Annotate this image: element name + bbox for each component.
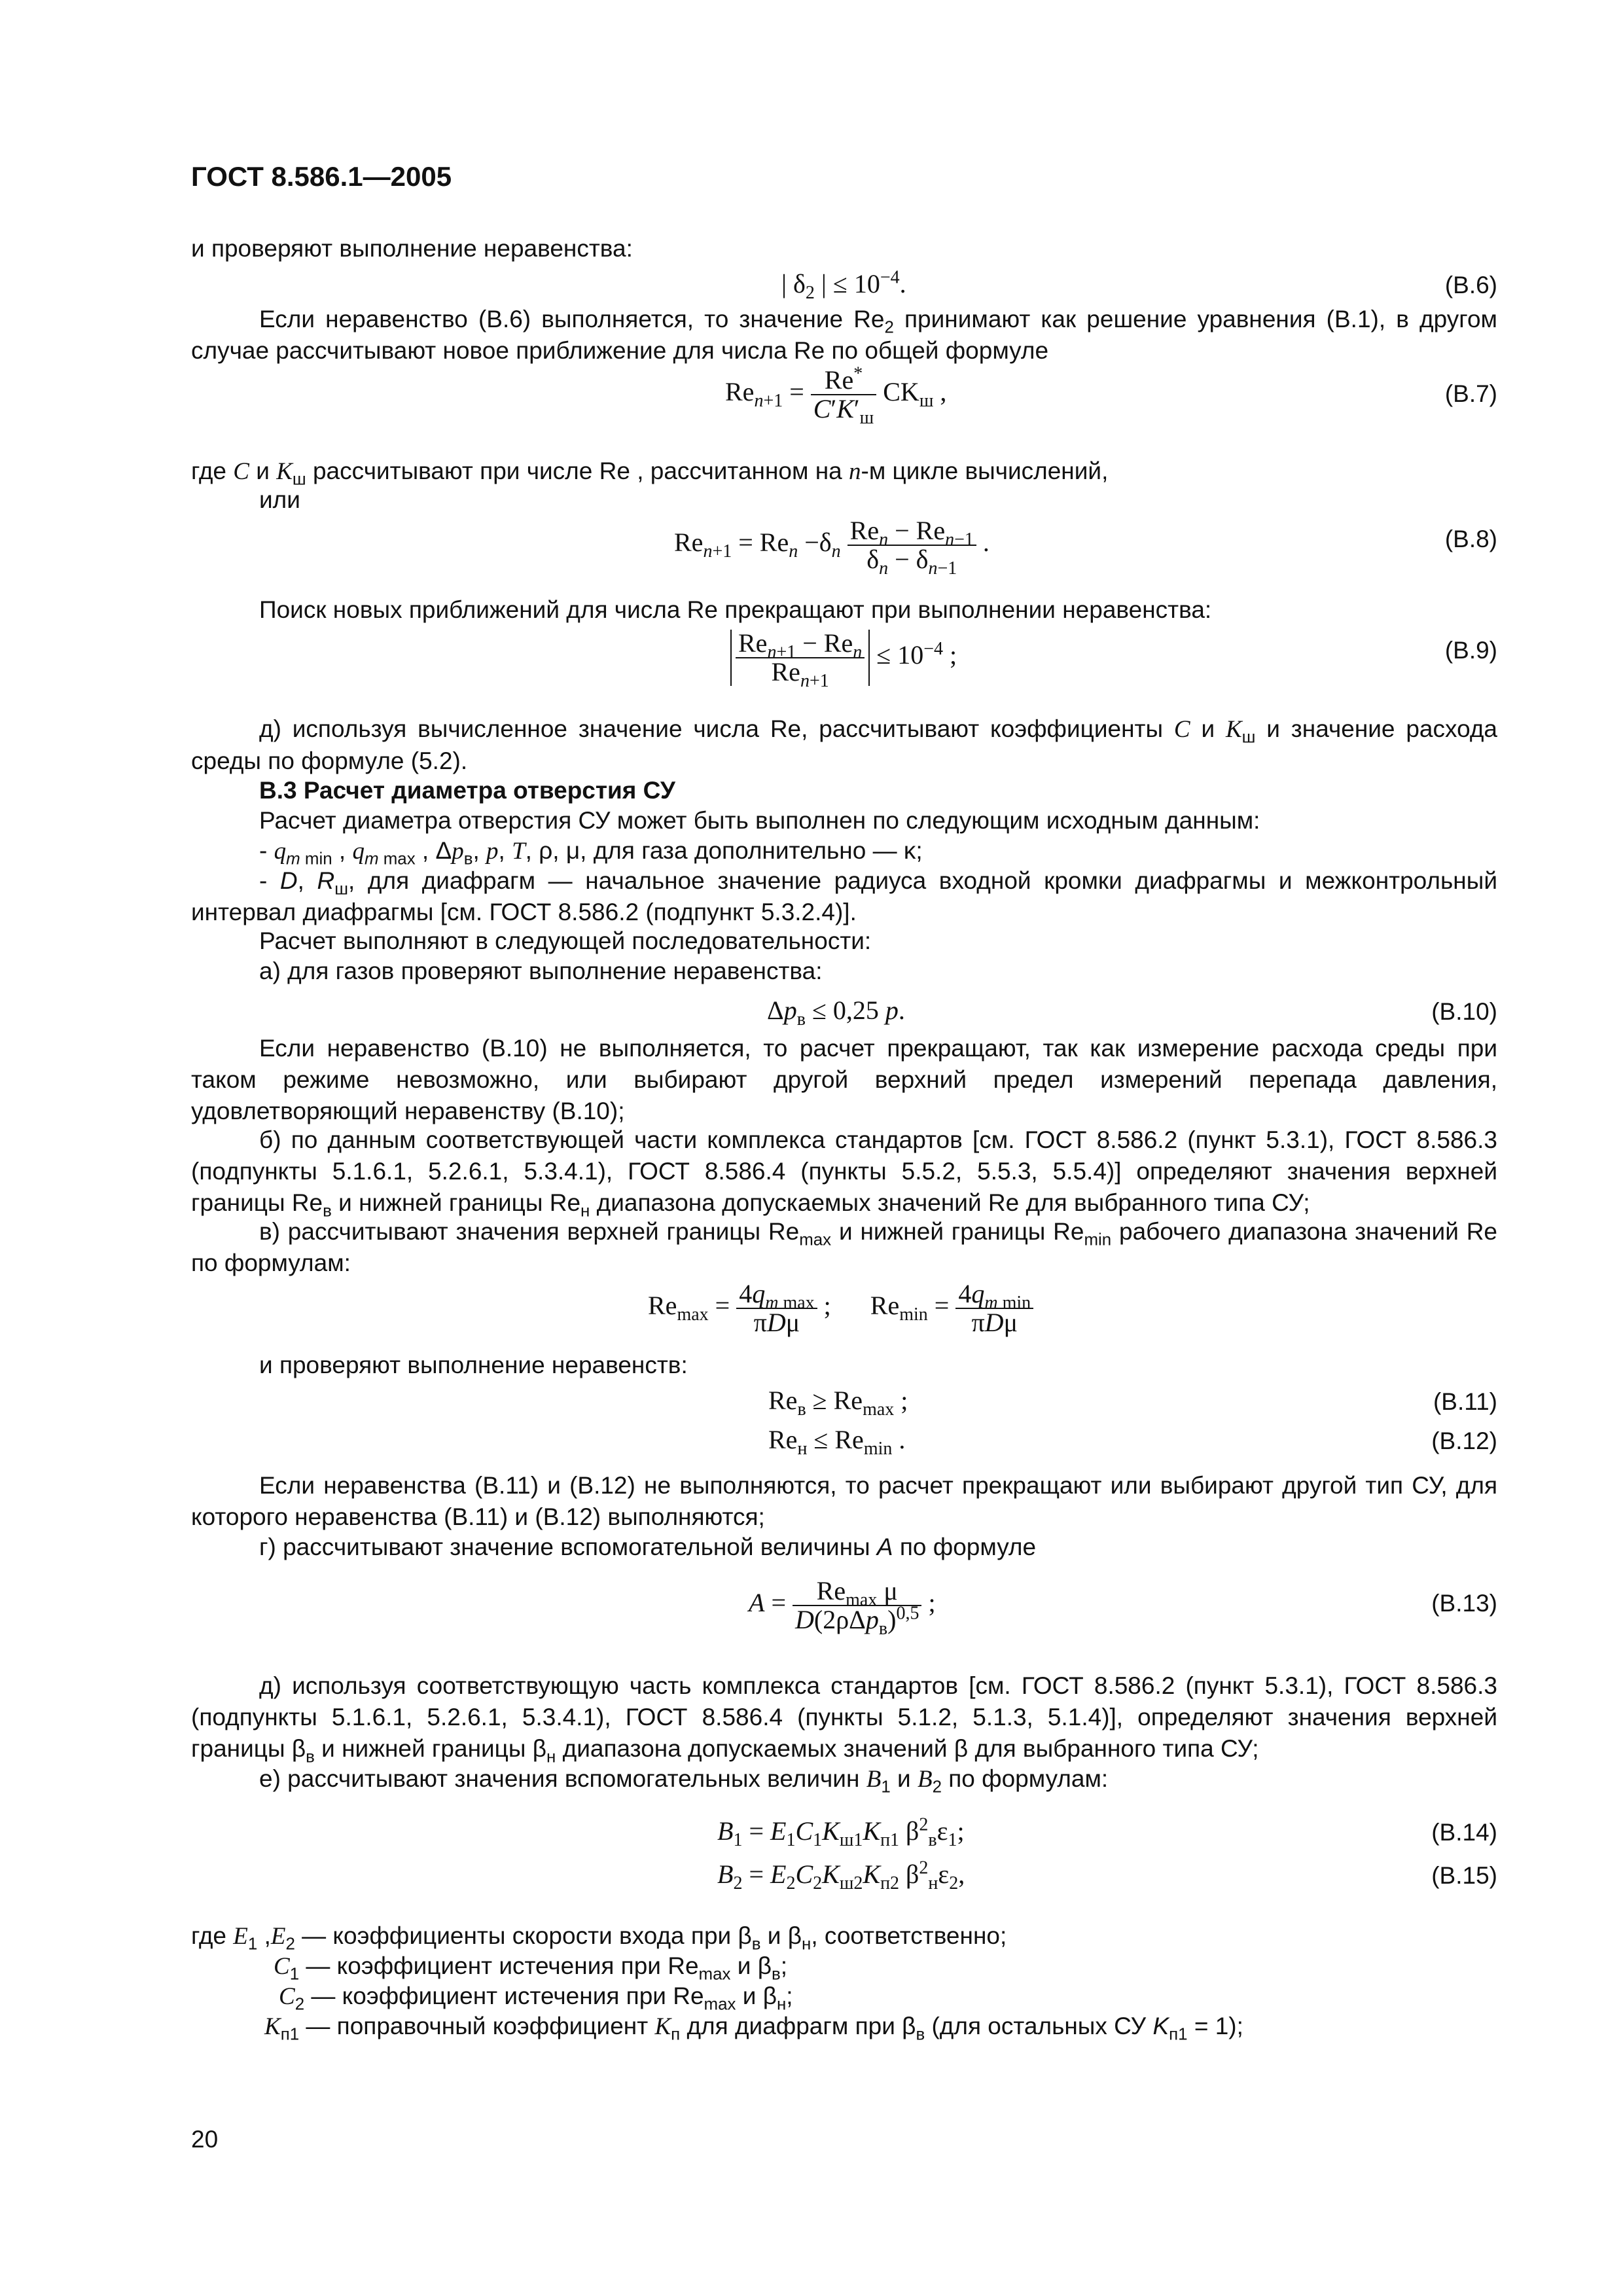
paragraph-b11-b12-fail: Если неравенства (В.11) и (В.12) не выполняются, то расчет прекращают или выбирают другой тип СУ, для которого неравенства (В.11) и (В.12) выполняются; [191,1472,1497,1530]
where-item-c1: $C_1$ — коэффициент истечения при $Re_{max}$ и $\beta_в$; [274,1952,788,1984]
equation-number-b10: (В.10) [1431,998,1497,1025]
formula-b15: $B_2 = E_2C_2K_{ш2}K_{п2}$ $\beta^2_н\varepsilon_2$, [717,1857,965,1893]
page-header-title: ГОСТ 8.586.1—2005 [191,161,452,192]
paragraph-v-re-range: в) рассчитывают значения верхней границы $Re_{max}$ и нижней границы $Re_{min}$ рабочего диапазона значений Re по формулам: [191,1218,1497,1276]
list-item-geometry-params: - D, $R_ш$, для диафрагм — начальное значение радиуса входной кромки диафрагмы и межконтрольный интервал диафрагмы [см. ГОСТ 8.586.2 (подпункт 5.3.2.4)]. [191,867,1497,925]
formula-b7: $Re_{n+1}$ = $\frac{Re^*}{C'K'_ш}$ $CK_ш$ , [725,363,947,428]
formula-b12: $Re_н \le Re_{min}$ . [768,1425,906,1459]
equation-number-b14: (В.14) [1431,1819,1497,1846]
equation-number-b6: (В.6) [1444,272,1497,298]
paragraph-where-c-k: где C и $K_ш$ рассчитывают при числе Re , рассчитанном на n-м цикле вычислений, [191,457,1109,489]
formula-re-max-min: $Re_{max}$ = $\frac{4q_{m max}}{\text{πDμ}}$ ; $Re_{min}$ = $\frac{4q_{m min}}{\text{πDμ}}$ [648,1280,1033,1336]
paragraph-check-inequalities: и проверяют выполнение неравенств: [259,1352,688,1378]
section-heading-b3: В.3 Расчет диаметра отверстия СУ [259,777,675,804]
equation-number-b15: (В.15) [1431,1862,1497,1889]
paragraph-new-approx: Если неравенство (В.6) выполняется, то значение $Re_2$ принимают как решение уравнения (В.1), в другом случае рассчитывают новое приближение для числа Re по общей формуле [191,306,1497,364]
equation-number-b7: (В.7) [1444,380,1497,407]
formula-b8: $Re_{n+1} = Re_n -\delta_n$ $\frac{Re_n - Re_{n-1}}{\delta_n - \delta_{n-1}}$ . [674,516,990,579]
formula-b14: $B_1 = E_1C_1K_{ш1}K_{п1}$ $\beta^2_в\varepsilon_1$; [717,1814,965,1850]
where-item-c2: $C_2$ — коэффициент истечения при $Re_{max}$ и $\beta_н$; [279,1982,793,2014]
where-item-e1-e2: где $E_1$ $,E_2$ — коэффициенты скорости входа при $\beta_в$ и $\beta_н$, соответственно; [191,1922,1007,1954]
paragraph-d-flowrate: д) используя вычисленное значение числа Re, рассчитывают коэффициенты C и $K_ш$ и значение расхода среды по формуле (5.2). [191,715,1498,774]
where-item-kp1: $K_{п1}$ — поправочный коэффициент $K_п$ для диафрагм при $\beta_в$ (для остальных СУ $K_{п1} = 1$); [264,2013,1243,2044]
page-number: 20 [191,2126,219,2153]
paragraph-stop-search: Поиск новых приближений для числа Re прекращают при выполнении неравенства: [259,596,1212,623]
paragraph-b10-fail: Если неравенство (В.10) не выполняется, то расчет прекращают, так как измерение расхода среды при таком режиме невозможно, или выбирают другой верхний предел измерений перепада давления, удовлетворяющий неравенству (В.10); [191,1035,1497,1124]
formula-b13: A = $\frac{Re_{max} \mu}{D(2\rho\Delta p_в)^{0,5}}$ ; [749,1576,936,1639]
paragraph-input-data: Расчет диаметра отверстия СУ может быть выполнен по следующим исходным данным: [259,807,1260,834]
paragraph-b-limits: б) по данным соответствующей части комплекса стандартов [см. ГОСТ 8.586.2 (пункт 5.3.1), ГОСТ 8.586.3 (подпункты 5.1.6.1, 5.2.6.1, 5.3.4.1), ГОСТ 8.586.4 (пункты 5.5.2, 5.5.3, 5.5.4)] определяют значения верхней границы $Re_в$ и нижней границы $Re_н$ диапазона допускаемых значений Re для выбранного типа СУ; [191,1126,1497,1221]
list-item-flow-params: - $q_{m min}$ , $q_{m max}$ , $\Delta p_в$, p, T, ρ, μ, для газа дополнительно — κ; [259,837,923,869]
paragraph-sequence: Расчет выполняют в следующей последовательности: [259,927,872,954]
paragraph-g-aux-a: г) рассчитывают значение вспомогательной величины A по формуле [259,1534,1037,1560]
equation-number-b12: (В.12) [1431,1427,1497,1454]
equation-number-b13: (В.13) [1431,1590,1497,1617]
paragraph-or: или [259,486,300,513]
paragraph-e-aux-b: е) рассчитывают значения вспомогательных величин $B_1$ и $B_2$ по формулам: [259,1765,1109,1797]
formula-b9: $\frac{Re_{n+1} - Re_n}{Re_{n+1}}$ ≤ $10^{-4}$ ; [730,630,957,686]
equation-number-b9: (В.9) [1444,637,1497,664]
paragraph-check: и проверяют выполнение неравенства: [191,235,633,262]
formula-b10: $\Delta p_в \le 0,25$ p. [767,996,905,1030]
equation-number-b8: (В.8) [1444,526,1497,552]
equation-number-b11: (В.11) [1433,1388,1497,1415]
formula-b6: | $\delta_2$ | ≤ $10^{-4}$. [781,267,906,303]
paragraph-d-beta-limits: д) используя соответствующую часть комплекса стандартов [см. ГОСТ 8.586.2 (пункт 5.3.1), ГОСТ 8.586.3 (подпункты 5.1.6.1, 5.2.6.1, 5.3.4.1), ГОСТ 8.586.4 (пункты 5.1.2, 5.1.3, 5.1.4)], определяют значения верхней границы $\beta_в$ и нижней границы $\beta_н$ диапазона допускаемых значений β для выбранного типа СУ; [191,1672,1497,1767]
formula-b11: $Re_в \ge Re_{max}$ ; [768,1386,908,1420]
paragraph-a-gases: а) для газов проверяют выполнение неравенства: [259,958,823,984]
